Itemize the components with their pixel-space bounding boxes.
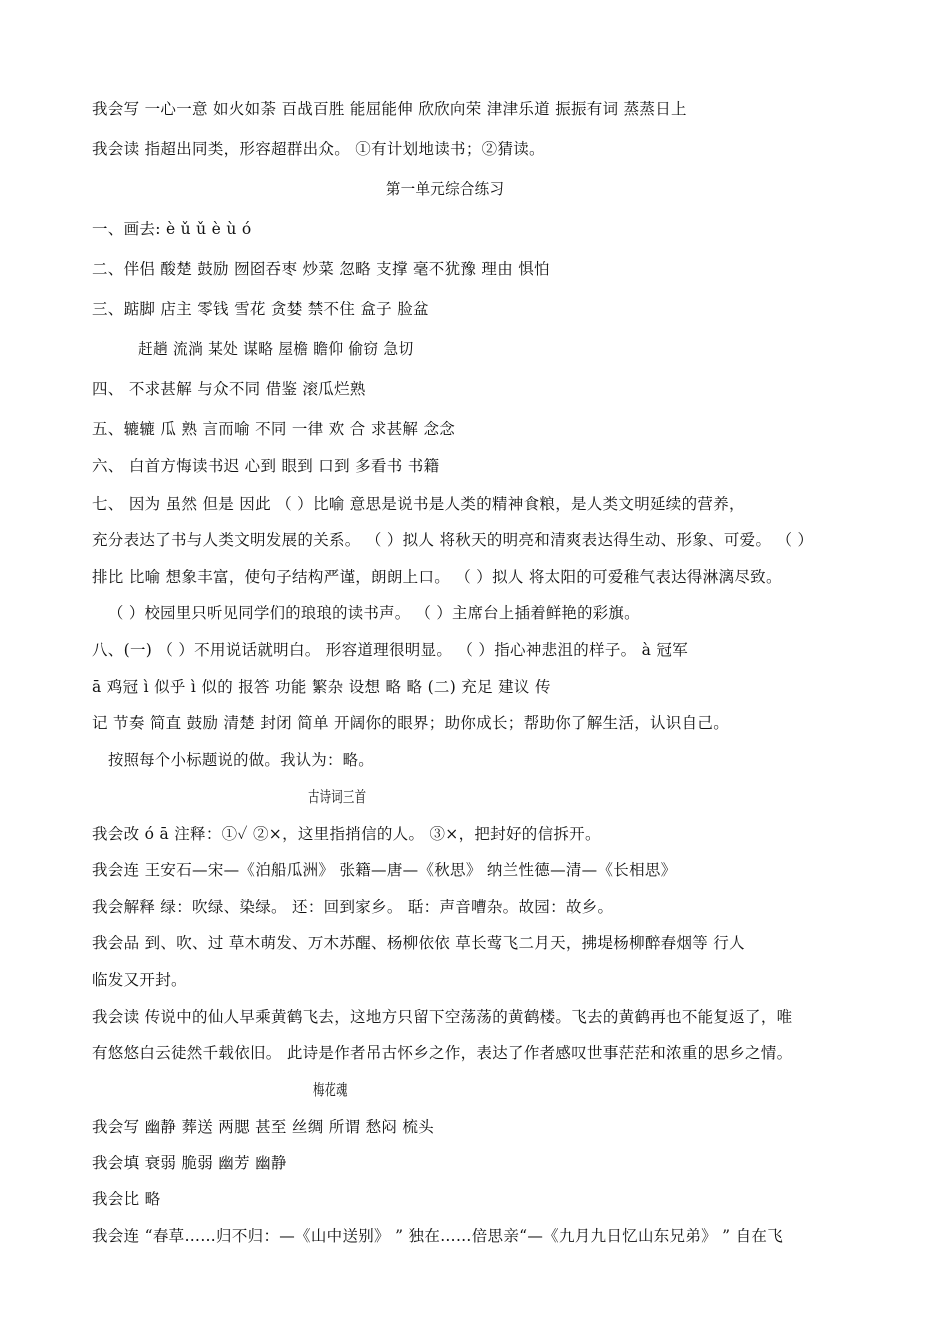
section-heading: 古诗词三首	[308, 788, 367, 806]
text-line: 我会写 幽静 葬送 两腮 甚至 丝绸 所谓 愁闷 梳头	[92, 1118, 435, 1136]
text-line: 我会读 传说中的仙人早乘黄鹤飞去，这地方只留下空荡荡的黄鹤楼。飞去的黄鹤再也不能复返了，唯	[92, 1008, 793, 1026]
text-line: 有悠悠白云徒然千载依旧。 此诗是作者吊古怀乡之作，表达了作者感叹世事茫茫和浓重的思乡之情。	[92, 1044, 793, 1062]
text-line: 七、 因为 虽然 但是 因此 （ ）比喻 意思是说书是人类的精神食粮，是人类文明延续的营养，	[92, 495, 745, 513]
text-line: （ ）校园里只听见同学们的琅琅的读书声。 （ ）主席台上插着鲜艳的彩旗。	[108, 604, 640, 622]
text-line: 按照每个小标题说的做。我认为：略。	[108, 751, 374, 769]
text-line: 记 节奏 简直 鼓励 清楚 封闭 简单 开阔你的眼界；助你成长；帮助你了解生活，认识自己。	[92, 714, 729, 732]
text-line: 我会填 衰弱 脆弱 幽芳 幽静	[92, 1154, 287, 1172]
section-heading: 梅花魂	[313, 1081, 348, 1099]
text-line: 我会改 ó ā 注释：①✓ ②×，这里指捎信的人。 ③×，把封好的信拆开。	[92, 825, 601, 843]
text-line: 三、踮脚 店主 零钱 雪花 贪婪 禁不住 盒子 脸盆	[92, 300, 429, 318]
text-line: 排比 比喻 想象丰富，使句子结构严谨，朗朗上口。 （ ）拟人 将太阳的可爱稚气表达得淋漓尽致。	[92, 568, 782, 586]
text-line: 我会解释 绿：吹绿、染绿。 还：回到家乡。 聒：声音嘈杂。故园：故乡。	[92, 898, 614, 916]
text-line: 五、辘辘 瓜 熟 言而喻 不同 一律 欢 合 求甚解 念念	[92, 420, 456, 438]
text-line: 二、伴侣 酸楚 鼓励 囫囵吞枣 炒菜 忽略 支撑 毫不犹豫 理由 惧怕	[92, 260, 550, 278]
section-heading: 第一单元综合练习	[385, 180, 505, 198]
text-line: 六、 白首方悔读书迟 心到 眼到 口到 多看书 书籍	[92, 457, 440, 475]
text-line: 四、 不求甚解 与众不同 借鉴 滚瓜烂熟	[92, 380, 366, 398]
text-line: 八、(一) （ ）不用说话就明白。 形容道理很明显。 （ ）指心神悲沮的样子。 à 冠军	[92, 641, 689, 659]
text-line: 我会比 略	[92, 1190, 161, 1208]
text-line: 我会连 王安石—宋—《泊船瓜洲》 张籍—唐—《秋思》 纳兰性德—清—《长相思》	[92, 861, 677, 879]
text-line: 临发又开封。	[92, 971, 187, 989]
text-line: 我会连 “春草……归不归：—《山中送别》 ” 独在……倍思亲“—《九月九日忆山东兄弟》 ” 自在飞	[92, 1227, 784, 1245]
text-line: 我会写 一心一意 如火如荼 百战百胜 能屈能伸 欣欣向荣 津津乐道 振振有词 蒸蒸日上	[92, 100, 687, 118]
text-line: ā 鸡冠 ì 似乎 ì 似的 报答 功能 繁杂 设想 略 略 (二) 充足 建议 传	[92, 678, 551, 696]
text-line: 充分表达了书与人类文明发展的关系。 （ ）拟人 将秋天的明亮和清爽表达得生动、形象、可爱。 （ ）	[92, 531, 814, 549]
text-line: 一、画去: è ǔ ǔ è ù ó	[92, 220, 252, 238]
text-line: 赶趟 流淌 某处 谋略 屋檐 瞻仰 偷窃 急切	[138, 340, 414, 358]
text-line: 我会品 到、吹、过 草木萌发、万木苏醒、杨柳依依 草长莺飞二月天，拂堤杨柳醉春烟等 行人	[92, 934, 745, 952]
text-line: 我会读 指超出同类，形容超群出众。 ①有计划地读书；②猜读。	[92, 140, 545, 158]
